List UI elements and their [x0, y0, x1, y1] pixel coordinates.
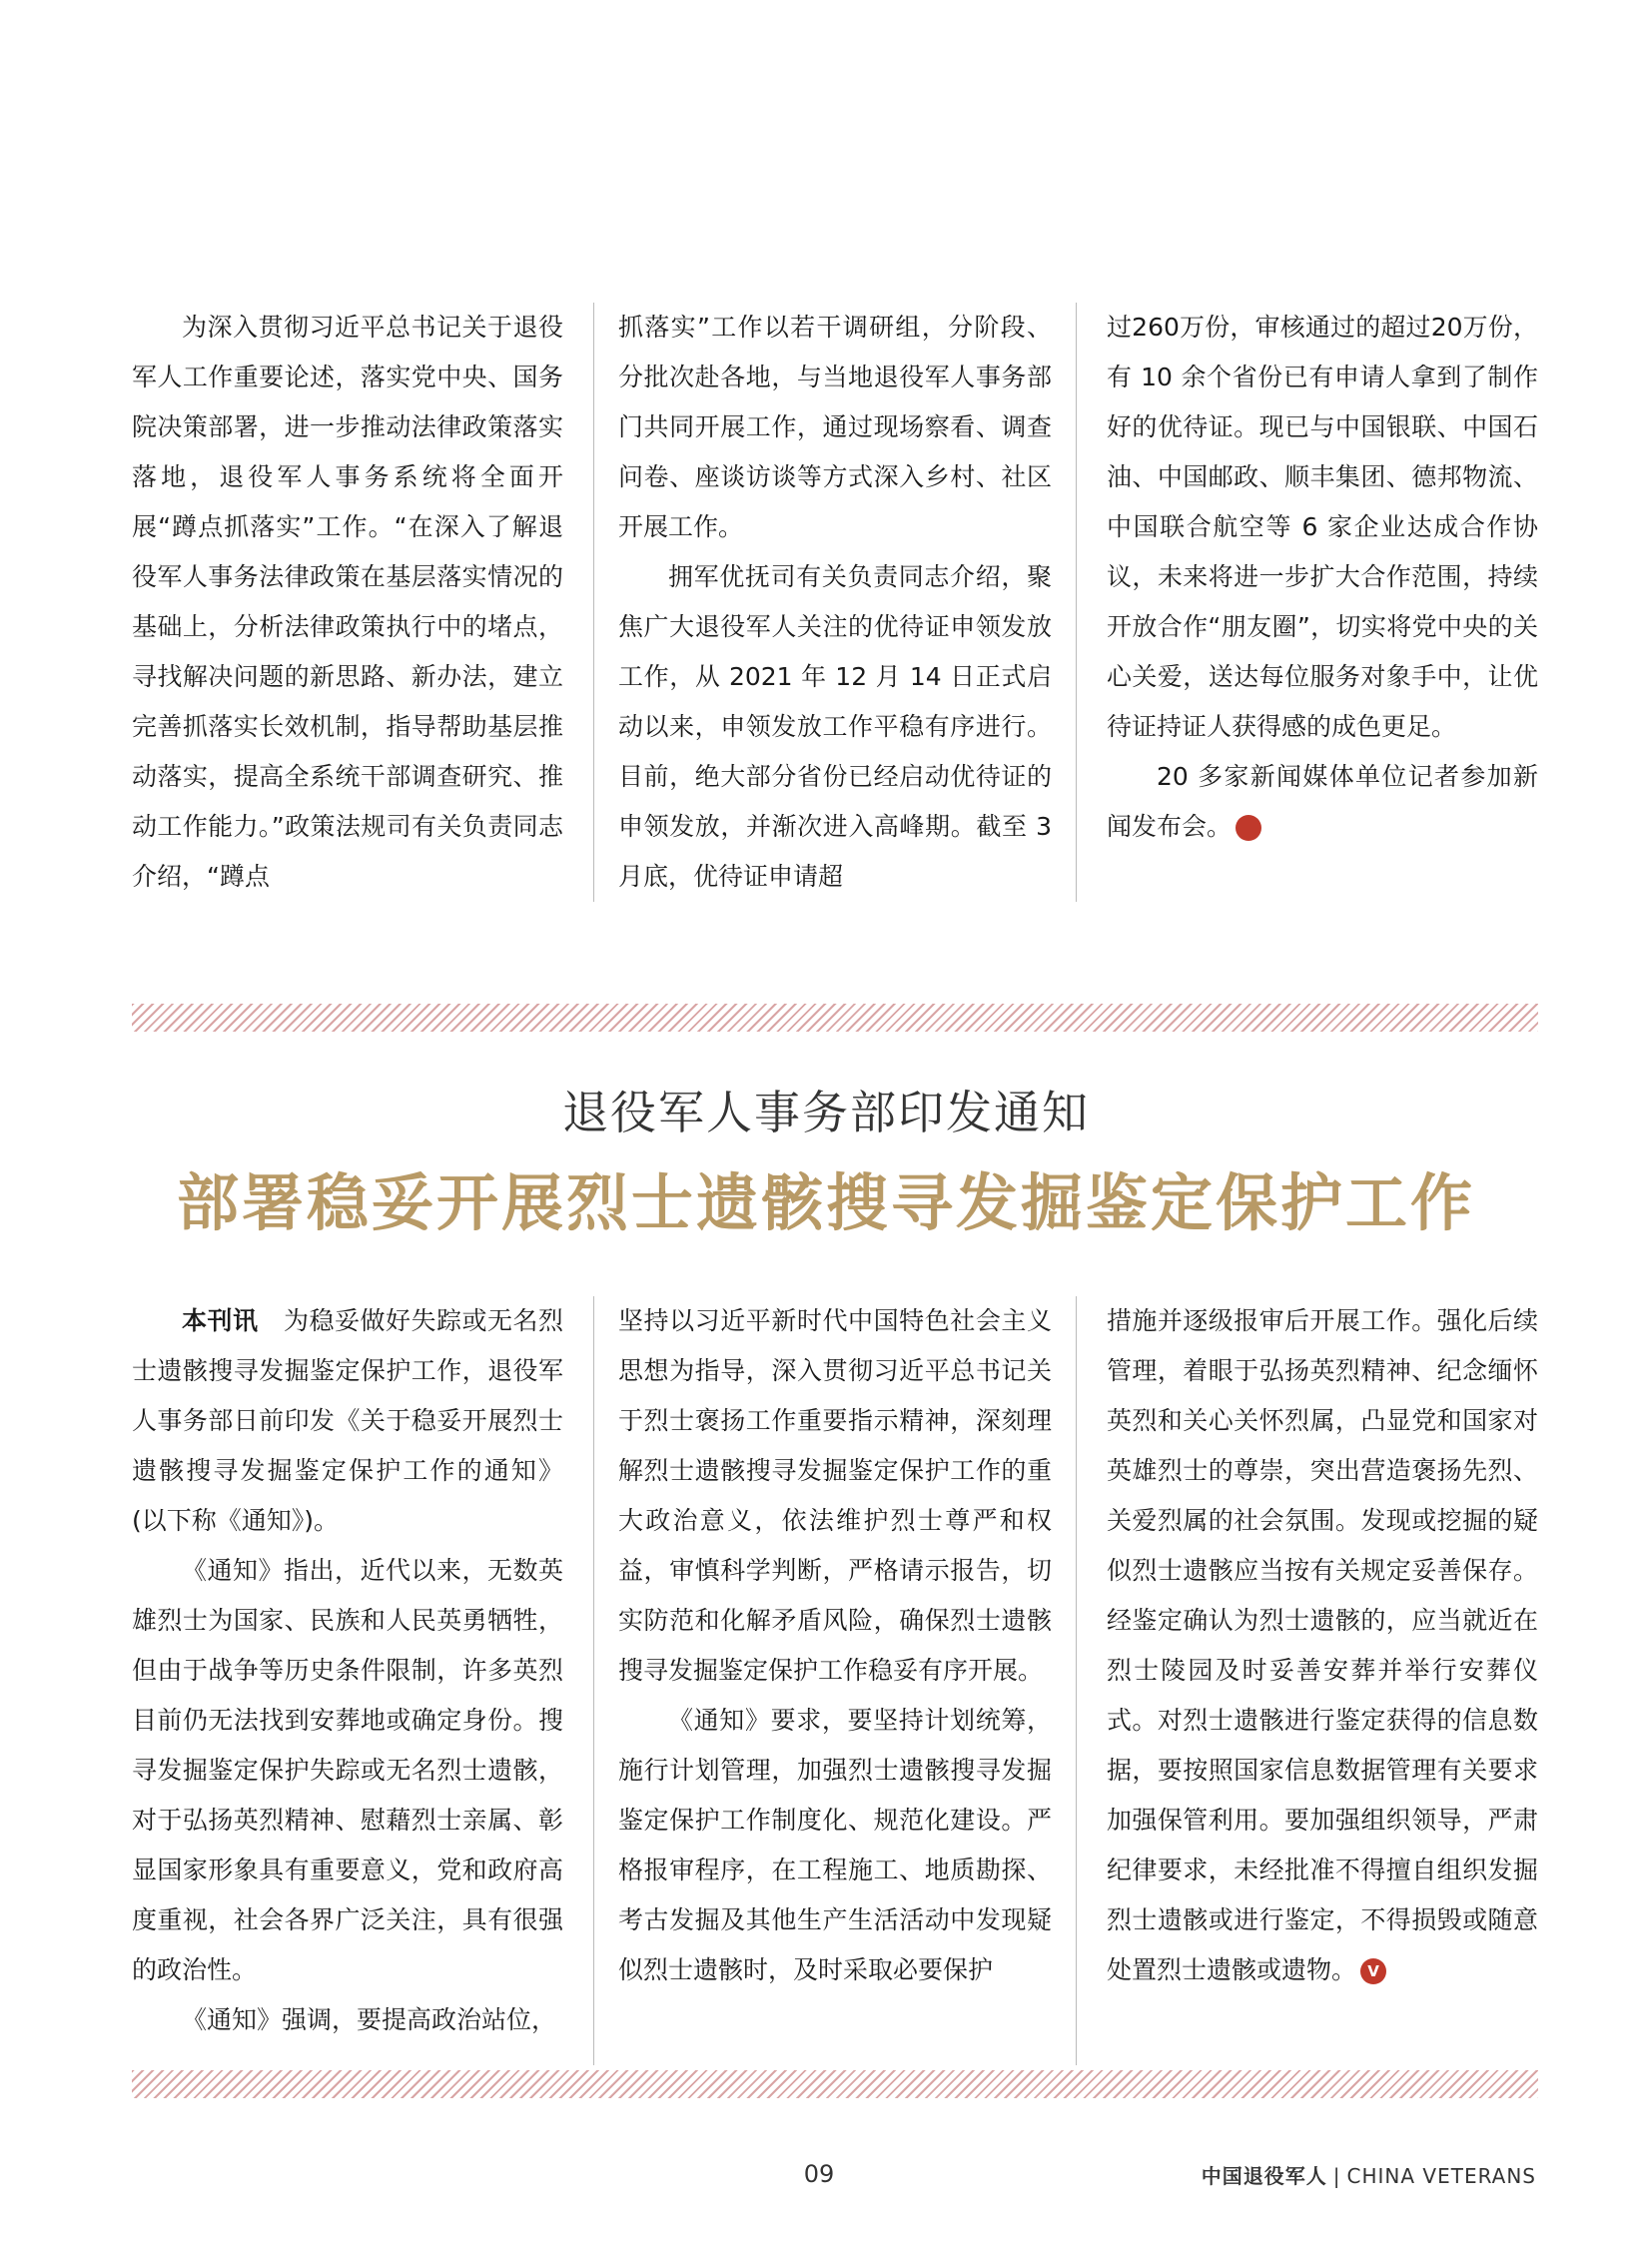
page-number: 09 — [803, 2160, 835, 2188]
paragraph: 拥军优抚司有关负责同志介绍，聚焦广大退役军人关注的优待证申领发放工作，从 2021 年 12 月 14 日正式启动以来，申领发放工作平稳有序进行。目前，绝大部分省份已经启动优待证的申领发放，并渐次进入高峰期。截至 3 月底，优待证申请超 — [618, 562, 1052, 891]
paragraph: 《通知》要求，要坚持计划统筹，施行计划管理，加强烈士遗骸搜寻发掘鉴定保护工作制度化、规范化建设。严格报审程序，在工程施工、地质勘探、考古发掘及其他生产生活活动中发现疑似烈士遗骸时，及时采取必要保护 — [618, 1706, 1052, 1984]
article2-columns — [132, 1296, 1538, 2065]
article1-column-3 — [1107, 303, 1538, 902]
magazine-brand — [1202, 2160, 1536, 2189]
paragraph — [1107, 1296, 1538, 1995]
end-mark-icon: V — [1360, 1958, 1386, 1984]
paragraph-text: 措施并逐级报审后开展工作。强化后续管理，着眼于弘扬英烈精神、纪念缅怀英烈和关心关怀烈属，凸显党和国家对英雄烈士的尊崇，突出营造褒扬先烈、关爱烈属的社会氛围。发现或挖掘的疑似烈士遗骸应当按有关规定妥善保存。经鉴定确认为烈士遗骸的，应当就近在烈士陵园及时妥善安葬并举行安葬仪式。对烈士遗骸进行鉴定获得的信息数据，要按照国家信息数据管理有关要求加强保管利用。要加强组织领导，严肃纪律要求，未经批准不得擅自组织发掘烈士遗骸或进行鉴定，不得损毁或随意处置烈士遗骸或遗物。 — [1107, 1306, 1538, 1984]
brand-separator: | — [1332, 2164, 1341, 2188]
paragraph — [1107, 752, 1538, 852]
article1-column-2 — [593, 303, 1077, 902]
paragraph-text: 为稳妥做好失踪或无名烈士遗骸搜寻发掘鉴定保护工作，退役军人事务部日前印发《关于稳妥开展烈士遗骸搜寻发掘鉴定保护工作的通知》(以下称《通知》)。 — [132, 1306, 563, 1535]
article2-column-3 — [1107, 1296, 1538, 2065]
article-title: 部署稳妥开展烈士遗骸搜寻发掘鉴定保护工作 — [176, 1166, 1475, 1239]
end-mark-icon: V — [1236, 815, 1261, 841]
article1-columns — [132, 303, 1538, 902]
paragraph: 《通知》强调，要提高政治站位， — [182, 2005, 557, 2034]
hatched-divider — [132, 1004, 1538, 1032]
paragraph — [132, 1296, 563, 1546]
lead-label: 本刊讯 — [182, 1306, 259, 1335]
paragraph: 坚持以习近平新时代中国特色社会主义思想为指导，深入贯彻习近平总书记关于烈士褒扬工作重要指示精神，深刻理解烈士遗骸搜寻发掘鉴定保护工作的重大政治意义，依法维护烈士尊严和权益，审慎科学判断，严格请示报告，切实防范和化解矛盾风险，确保烈士遗骸搜寻发掘鉴定保护工作稳妥有序开展。 — [618, 1306, 1052, 1685]
paragraph: 为深入贯彻习近平总书记关于退役军人工作重要论述，落实党中央、国务院决策部署，进一步推动法律政策落实落地，退役军人事务系统将全面开展“蹲点抓落实”工作。“在深入了解退役军人事务法律政策在基层落实情况的基础上，分析法律政策执行中的堵点，寻找解决问题的新思路、新办法，建立完善抓落实长效机制，指导帮助基层推动落实，提高全系统干部调查研究、推动工作能力。”政策法规司有关负责同志介绍，“蹲点 — [132, 313, 563, 891]
brand-cn: 中国退役军人 — [1201, 2164, 1327, 2188]
hatched-divider — [132, 2070, 1538, 2098]
article1-column-1 — [132, 303, 563, 902]
paragraph: 《通知》指出，近代以来，无数英雄烈士为国家、民族和人民英勇牺牲，但由于战争等历史条件限制，许多英烈目前仍无法找到安葬地或确定身份。搜寻发掘鉴定保护失踪或无名烈士遗骸，对于弘扬英烈精神、慰藉烈士亲属、彰显国家形象具有重要意义，党和政府高度重视，社会各界广泛关注，具有很强的政治性。 — [132, 1556, 563, 1984]
paragraph: 过260万份，审核通过的超过20万份，有 10 余个省份已有申请人拿到了制作好的优待证。现已与中国银联、中国石油、中国邮政、顺丰集团、德邦物流、中国联合航空等 6 家企业达成合作协议，未来将进一步扩大合作范围，持续开放合作“朋友圈”，切实将党中央的关心关爱，送达每位服务对象手中，让优待证持证人获得感的成色更足。 — [1107, 313, 1538, 741]
paragraph: 抓落实”工作以若干调研组，分阶段、分批次赴各地，与当地退役军人事务部门共同开展工作，通过现场察看、调查问卷、座谈访谈等方式深入乡村、社区开展工作。 — [618, 313, 1052, 541]
paragraph-text: 20 多家新闻媒体单位记者参加新闻发布会。 — [1107, 762, 1538, 841]
article2-column-1 — [132, 1296, 563, 2065]
article-subtitle: 退役军人事务部印发通知 — [562, 1086, 1090, 1139]
brand-en: CHINA VETERANS — [1346, 2164, 1536, 2188]
article2-column-2 — [593, 1296, 1077, 2065]
